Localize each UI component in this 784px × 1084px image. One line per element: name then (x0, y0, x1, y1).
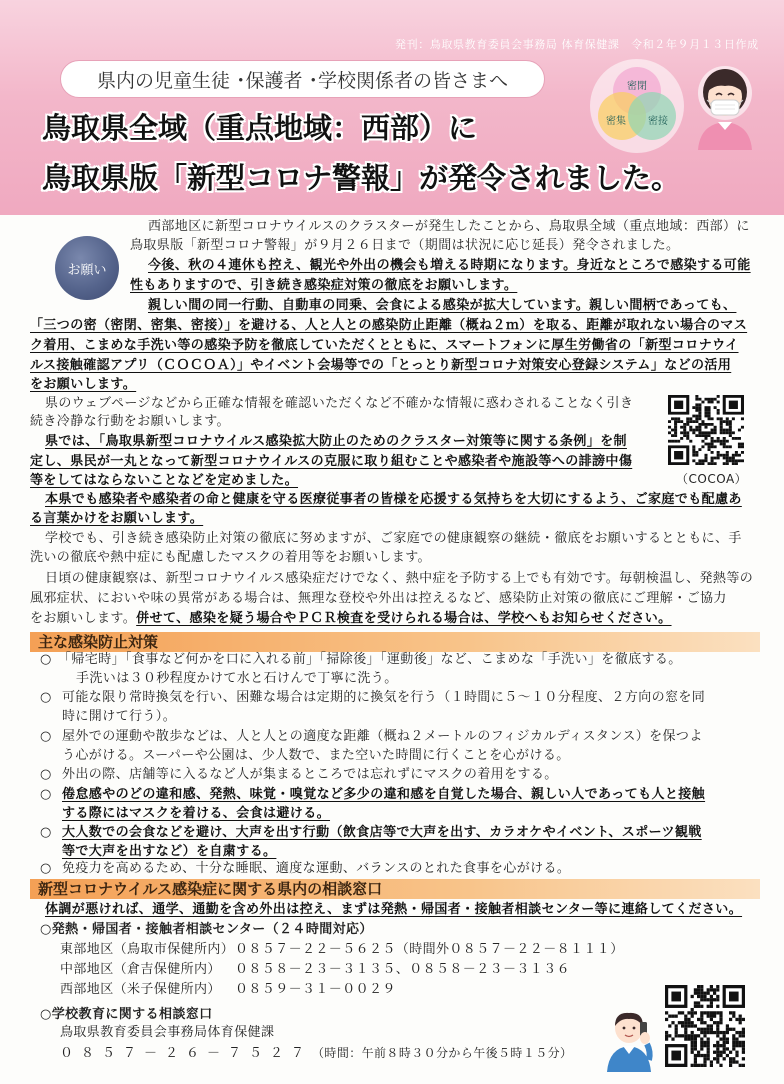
bullet-icon: ○ (40, 825, 52, 840)
school-title: ○学校教育に関する相談窓口 (40, 1007, 213, 1022)
measure-item-line: 手洗いは３０秒程度かけて水と石けんで丁寧に洗う。 (76, 671, 398, 686)
school-hours: （時間：午前８時３０分から午後５時１５分） (312, 1046, 573, 1060)
school-phone[interactable]: ０８５７－２６－７５２７ (60, 1046, 313, 1061)
notice-emphasis: 併せて、感染を疑う場合やＰＣＲ検査を受けられる場合は、学校へもお知らせください。 (136, 611, 672, 626)
office-area: 中部地区（倉吉保健所内） (60, 962, 221, 977)
notice-line-emphasis: 「三つの密（密閉、密集、密接）」を避ける、人と人との感染防止距離（概ね２ｍ）を取る、距離が取れない場合のマス (30, 318, 748, 333)
notice-line-emphasis: 県では、「鳥取県新型コロナウイルス感染拡大防止のためのクラスター対策等に関する条例」を制 (45, 434, 627, 449)
consultation-lead: 体調が悪ければ、通学、通勤を含め外出は控え、まずは発熱・帰国者・接触者相談センター等に連絡してください。 (45, 902, 743, 917)
bullet-icon: ○ (40, 690, 52, 705)
measure-item-line-emphasis: 倦怠感やのどの違和感、発熱、味覚・嗅覚など多少の違和感を自覚した場合、親しい人であっても人と接触 (62, 787, 706, 802)
venn-three-cs-icon (585, 58, 690, 153)
measure-item-line: 外出の際、店舗等に入るなど人が集まるところでは忘れずにマスクの着用をする。 (62, 767, 558, 782)
venn-label-crowded: 密集 (606, 116, 626, 127)
notice-line: 風邪症状、においや味の異常がある場合は、無理な登校や外出は控えるなど、感染防止対策の徹底にご理解・ご協力 (30, 591, 727, 606)
bullet-icon: ○ (40, 787, 52, 802)
notice-line: 洗いの徹底や熱中症にも配慮したマスクの着用等をお願いします。 (30, 550, 431, 565)
measure-item-line-emphasis: 等で大声を出すなど）を自粛する。 (62, 844, 277, 859)
notice-text: をお願いします。 (30, 611, 137, 626)
notice-line: 鳥取県版「新型コロナ警報」が９月２６日まで（期間は状況に応じ延長）発令されました。 (130, 238, 680, 253)
qr-code-icon[interactable] (668, 395, 744, 465)
measure-item-line: 可能な限り常時換気を行い、困難な場合は定期的に換気を行う（１時間に５～１０分程度、２方向の窓を同 (62, 690, 706, 705)
bullet-icon: ○ (40, 861, 52, 876)
notice-line-emphasis: 等をしてはならないことなどを定めました。 (30, 473, 299, 488)
office-area: 西部地区（米子保健所内） (60, 982, 221, 997)
notice-line: 学校でも、引き続き感染防止対策の徹底に努めますが、ご家庭での健康観察の継続・徹底をお願いするとともに、手 (45, 531, 742, 546)
school-contact (60, 1045, 572, 1062)
measure-item-line-emphasis: する際にはマスクを着ける、会食は避ける。 (62, 806, 331, 821)
office-phone[interactable]: ０８５９－３１－００２９ (235, 982, 396, 997)
school-office: 鳥取県教育委員会事務局体育保健課 (60, 1025, 275, 1040)
masked-girl-icon (690, 58, 760, 150)
bullet-icon: ○ (40, 729, 52, 744)
notice-line-emphasis: ルス接触確認アプリ（ＣＯＣＯＡ）」やイベント会場等での「とっとり新型コロナ対策安心登録システム」などの活用 (30, 358, 732, 373)
publisher-line: 発刊：鳥取県教育委員会事務局 体育保健課 令和２年９月１３日作成 (395, 38, 759, 51)
page-title-line-1: 鳥取県全域（重点地域：西部）に (42, 111, 478, 145)
notice-line-emphasis: 親しい間の同一行動、自動車の同乗、会食による感染が拡大しています。親しい間柄であっても、 (148, 298, 737, 313)
measure-item-line: 免疫力を高めるため、十分な睡眠、適度な運動、バランスのとれた食事を心がける。 (62, 861, 571, 876)
notice-line: 日頃の健康観察は、新型コロナウイルス感染症だけでなく、熱中症を予防する上でも有効です。毎朝検温し、発熱等の (45, 571, 754, 586)
notice-line: 続き冷静な行動をお願いします。 (30, 414, 230, 429)
office-phone[interactable]: ０８５７－２２－５６２５（時間外０８５７－２２－８１１１） (235, 942, 624, 957)
notice-line-emphasis: 本県でも感染者や感染者の命と健康を守る医療従事者の皆様を応援する気持ちを大切にするよう、ご家庭でも配慮あ (45, 492, 742, 507)
measure-item-line: 屋外での運動や散歩などは、人と人との適度な距離（概ね２メートルのフィジカルディスタンス）を保つよ (62, 729, 703, 744)
person-on-phone-icon (603, 1008, 655, 1072)
office-area: 東部地区（鳥取市保健所内） (60, 942, 235, 957)
measure-item-line: う心がける。スーパーや公園は、少人数で、また空いた時間に行くことを心がける。 (62, 748, 570, 763)
measure-item-line-emphasis: 大人数での会食などを避け、大声を出す行動（飲食店等で大声を出す、カラオケやイベント、スポーツ観戦 (62, 825, 702, 840)
qr-code-icon[interactable] (665, 985, 745, 1067)
request-badge-label: お願い (67, 262, 107, 278)
notice-line-emphasis: る言葉かけをお願いします。 (30, 511, 204, 526)
audience-pill (60, 60, 545, 98)
notice-line-emphasis: 今後、秋の４連休も控え、観光や外出の機会も増える時期になります。身近なところで感染する可能 (148, 258, 751, 273)
notice-line-emphasis: をお願いします。 (30, 377, 137, 392)
notice-line (30, 611, 672, 627)
notice-line-emphasis: ク着用、こまめな手洗い等の感染予防を徹底していただくとともに、スマートフォンに厚生労働省の「新型コロナウイ (30, 338, 739, 353)
measure-item-line: 時に開けて行う）。 (62, 709, 177, 724)
venn-label-closed: 密閉 (627, 81, 647, 92)
notice-line-emphasis: 性もありますので、引き続き感染症対策の徹底をお願いします。 (130, 278, 518, 293)
measure-item-line: 「帰宅時」「食事など何かを口に入れる前」「掃除後」「運動後」など、こまめな「手洗い」を徹底する。 (58, 652, 682, 667)
audience-text: 県内の児童生徒 ･保護者 ･学校関係者の皆さまへ (96, 69, 509, 92)
office-phone[interactable]: ０８５８－２３－３１３５、０８５８－２３－３１３６ (235, 962, 571, 977)
venn-label-close-contact: 密接 (648, 116, 668, 127)
notice-line: 県のウェブページなどから正確な情報を確認いただくなど不確かな情報に惑わされることなく引き (45, 396, 634, 411)
measures-heading: 主な感染防止対策 (30, 632, 760, 652)
request-badge (55, 236, 119, 300)
notice-line-emphasis: 定し、県民が一丸となって新型コロナウイルスの克服に取り組むことや感染者や施設等への誹謗中傷 (30, 454, 633, 469)
page-title-line-2: 鳥取県版「新型コロナ警報」が発令されました。 (42, 161, 681, 195)
notice-line: 西部地区に新型コロナウイルスのクラスターが発生したことから、鳥取県全域（重点地域：西部）に (148, 219, 750, 234)
cocoa-qr-label: （COCOA） (676, 472, 748, 486)
center-title: ○発熱・帰国者・接触者相談センター（２４時間対応） (40, 922, 373, 937)
bullet-icon: ○ (40, 767, 52, 782)
consultation-heading: 新型コロナウイルス感染症に関する県内の相談窓口 (30, 879, 760, 899)
bullet-icon: ○ (40, 652, 52, 667)
